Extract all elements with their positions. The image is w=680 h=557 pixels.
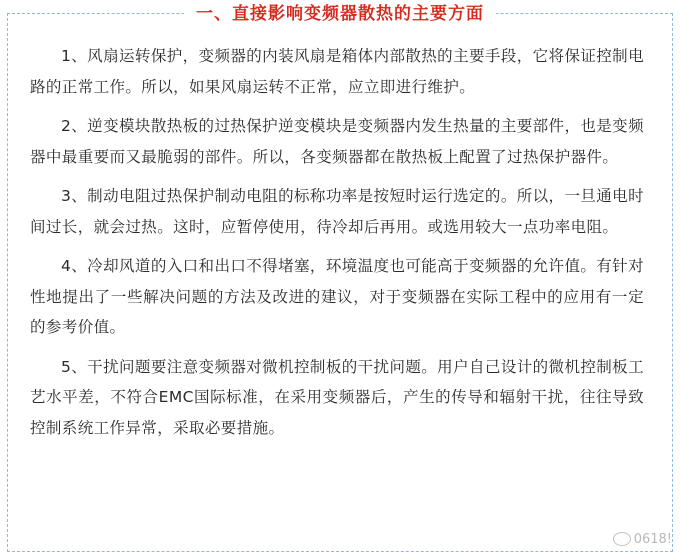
paragraph-1: 1、风扇运转保护，变频器的内装风扇是箱体内部散热的主要手段，它将保证控制电路的正常工作。所以，如果风扇运转不正常，应立即进行维护。 — [30, 47, 644, 96]
title-bar — [0, 0, 680, 27]
paragraph-5: 5、干扰问题要注意变频器对微机控制板的干扰问题。用户自己设计的微机控制板工艺水平差，不符合EMC国际标准，在采用变频器后，产生的传导和辐射干扰，往往导致控制系统工作异常，采取必要措施。 — [30, 357, 644, 437]
section-title: 一、直接影响变频器散热的主要方面 — [184, 1, 496, 27]
paragraph-3: 3、制动电阻过热保护制动电阻的标称功率是按短时运行选定的。所以，一旦通电时间过长，就会过热。这时，应暂停使用，待冷却后再用。或选用较大一点功率电阻。 — [30, 187, 644, 236]
watermark-text: 0618! — [633, 532, 672, 547]
paragraph-4: 4、冷却风道的入口和出口不得堵塞，环境温度也可能高于变频器的允许值。有针对性地提出了一些解决问题的方法及改进的建议，对于变频器在实际工程中的应用有一定的参考价值。 — [30, 257, 644, 336]
watermark — [613, 532, 672, 547]
weibo-icon — [613, 532, 631, 546]
paragraph-2: 2、逆变模块散热板的过热保护逆变模块是变频器内发生热量的主要部件，也是变频器中最重要而又最脆弱的部件。所以，各变频器都在散热板上配置了过热保护器件。 — [30, 117, 644, 166]
article-body — [30, 41, 644, 452]
